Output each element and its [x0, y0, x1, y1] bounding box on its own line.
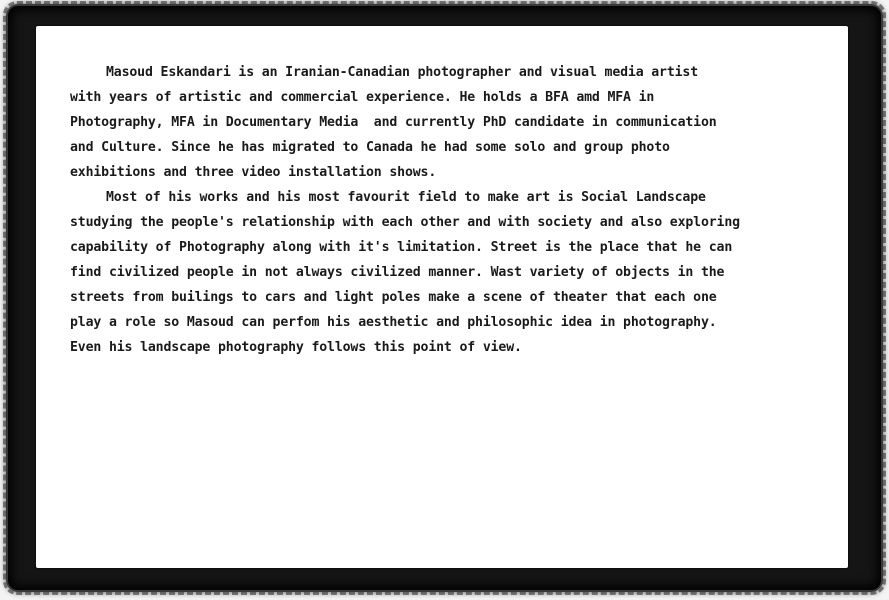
- text-line: Most of his works and his most favourit field to make art is Social Landscape: [106, 190, 706, 205]
- text-line: with years of artistic and commercial experience. He holds a BFA amd MFA in: [70, 90, 655, 105]
- text-line: capability of Photography along with it's limitation. Street is the place that he can: [70, 240, 733, 255]
- text-line: streets from builings to cars and light poles make a scene of theater that each one: [70, 290, 717, 305]
- text-line: exhibitions and three video installation shows.: [70, 165, 437, 180]
- text-line: Even his landscape photography follows this point of view.: [70, 340, 522, 355]
- text-line: Photography, MFA in Documentary Media and currently PhD candidate in communication: [70, 115, 717, 130]
- bio-paragraph-2: [70, 185, 838, 360]
- text-line: play a role so Masoud can perfom his aesthetic and philosophic idea in photography.: [70, 315, 717, 330]
- text-line: Masoud Eskandari is an Iranian-Canadian photographer and visual media artist: [106, 65, 699, 80]
- text-line: studying the people's relationship with each other and with society and also exploring: [70, 215, 740, 230]
- text-line: and Culture. Since he has migrated to Canada he had some solo and group photo: [70, 140, 670, 155]
- bio-text-block: [70, 60, 838, 360]
- bio-paragraph-1: [70, 60, 838, 185]
- text-line: find civilized people in not always civilized manner. Wast variety of objects in the: [70, 265, 725, 280]
